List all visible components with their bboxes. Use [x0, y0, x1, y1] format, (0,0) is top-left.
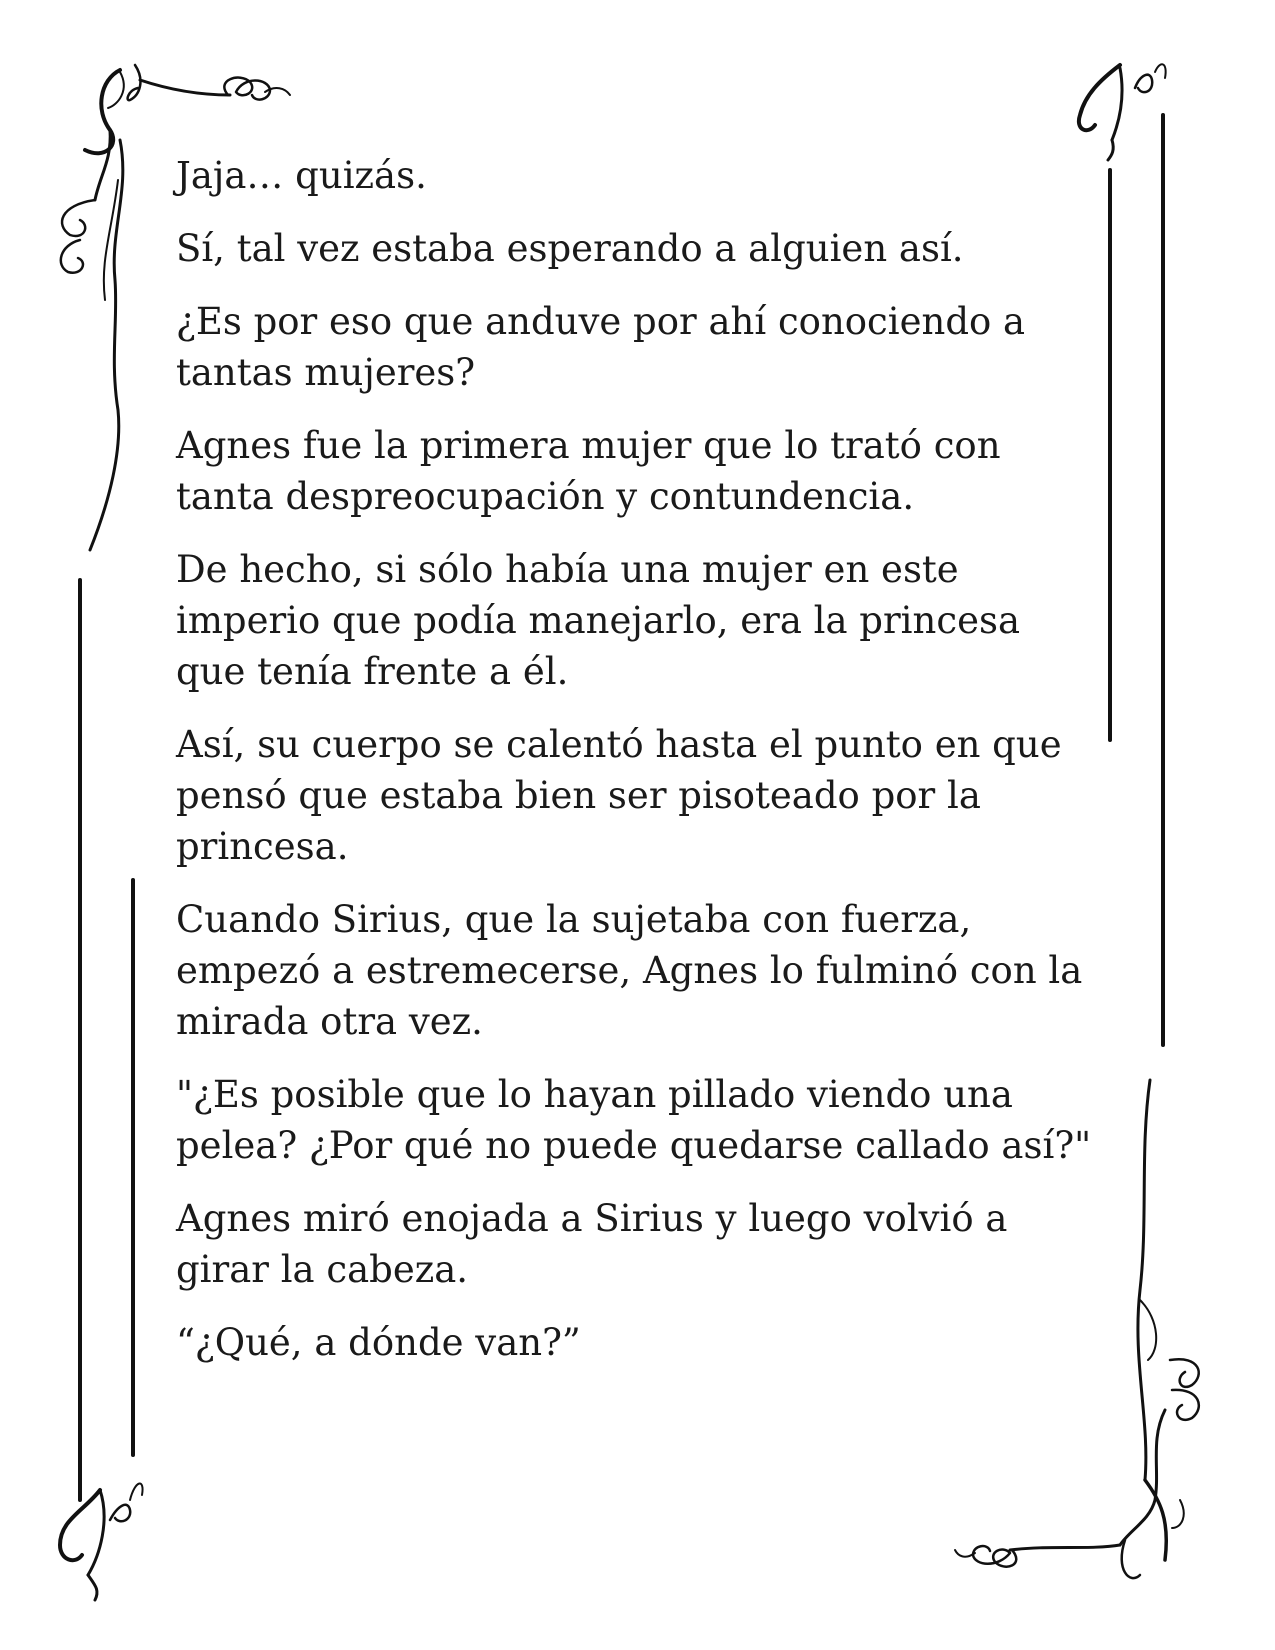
paragraph: Sí, tal vez estaba esperando a alguien así. — [176, 227, 964, 270]
paragraph: De hecho, si sólo había una mujer en este imperio que podía manejarlo, era la princesa que tenía frente a él. — [176, 548, 1021, 693]
paragraph: Cuando Sirius, que la sujetaba con fuerza, empezó a estremecerse, Agnes lo fulminó con la mirada otra vez. — [176, 898, 1083, 1043]
paragraph: Agnes miró enojada a Sirius y luego volvió a girar la cabeza. — [176, 1197, 1008, 1291]
bottom-left-flourish — [60, 1484, 143, 1600]
paragraph: “¿Qué, a dónde van?” — [176, 1321, 581, 1364]
paragraph: Agnes fue la primera mujer que lo trató con tanta despreocupación y contundencia. — [176, 424, 1001, 518]
paragraph: ¿Es por eso que anduve por ahí conociendo a tantas mujeres? — [176, 300, 1026, 394]
paragraph: Así, su cuerpo se calentó hasta el punto en que pensó que estaba bien ser pisoteado por la princesa. — [176, 723, 1062, 868]
paragraph: Jaja… quizás. — [176, 154, 427, 197]
body-text — [176, 150, 1116, 1390]
paragraph: "¿Es posible que lo hayan pillado viendo una pelea? ¿Por qué no puede quedarse callado así?" — [176, 1073, 1092, 1167]
top-right-flourish — [1079, 64, 1166, 160]
